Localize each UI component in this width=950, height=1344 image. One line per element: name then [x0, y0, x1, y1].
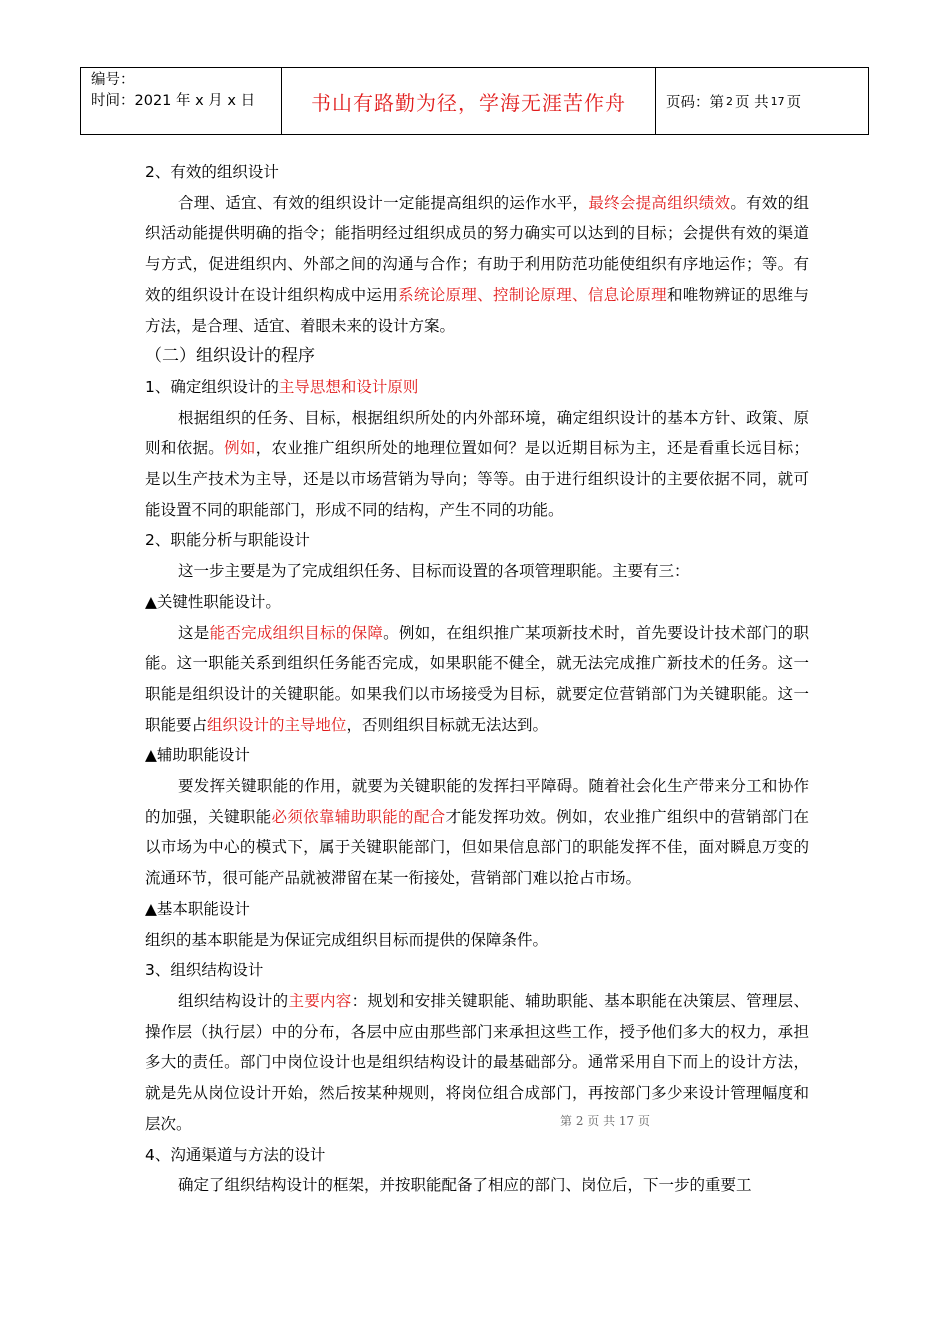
document-body	[145, 157, 809, 1201]
emphasis-text: 主导思想和设计原则	[278, 377, 419, 396]
paragraph-key-function: 这是能否完成组织目标的保障。例如，在组织推广某项新技术时，首先要设计技术部门的职能。这一职能关系到组织任务能否完成，如果职能不健全，就无法完成推广新技术的任务。这一职能是组织设计的关键职能。如果我们以市场接受为目标，就要定位营销部门为关键职能。这一职能要占组织设计的主导地位，否则组织目标就无法达到。	[145, 623, 809, 734]
paragraph-effective-design: 合理、适宜、有效的组织设计一定能提高组织的运作水平，最终会提高组织绩效。有效的组织活动能提供明确的指令；能指明经过组织成员的努力确实可以达到的目标；会提供有效的渠道与方式，促进组织内、外部之间的沟通与合作；有助于利用防范功能使组织有序地运作；等。有效的组织设计在设计组织构成中运用系统论原理、控制论原理、信息论原理和唯物辨证的思维与方法，是合理、适宜、着眼未来的设计方案。	[145, 193, 809, 335]
page-total: 17	[770, 94, 785, 108]
emphasis-text: 必须依靠辅助职能的配合	[271, 807, 446, 826]
page-current: 2	[726, 94, 733, 108]
emphasis-text: 系统论原理、控制论原理、信息论原理	[398, 285, 667, 304]
header-page-info	[656, 68, 868, 134]
page-mid: 页 共	[735, 94, 769, 111]
paragraph-step-4: 确定了组织结构设计的框架，并按职能配备了相应的部门、岗位后，下一步的重要工	[178, 1176, 752, 1195]
heading-step-1: 1、确定组织设计的主导思想和设计原则	[145, 377, 419, 396]
page-number-overlay: 第 2 页 共 17 页	[560, 1114, 650, 1128]
header-meta	[81, 68, 282, 134]
subheading-aux-function: ▲辅助职能设计	[145, 746, 250, 765]
paragraph-basic-function: 组织的基本职能是为保证完成组织目标而提供的保障条件。	[145, 930, 549, 949]
emphasis-text: 主要内容	[288, 991, 352, 1010]
emphasis-text: 例如	[224, 439, 256, 458]
emphasis-text: 组织设计的主导地位	[207, 715, 347, 734]
doc-time-label: 时间：2021 年 x 月 x 日	[91, 93, 256, 109]
document-header	[80, 67, 869, 135]
subheading-key-function: ▲关键性职能设计。	[145, 592, 281, 611]
paragraph-step-1: 根据组织的任务、目标，根据组织所处的内外部环境，确定组织设计的基本方针、政策、原则和依据。例如，农业推广组织所处的地理位置如何？是以近期目标为主，还是看重长远目标；是以生产技术为主导，还是以市场营销为导向；等等。由于进行组织设计的主要依据不同，就可能设置不同的职能部门，形成不同的结构，产生不同的功能。	[145, 408, 809, 519]
page-suffix: 页	[786, 94, 802, 111]
doc-number-label: 编号：	[91, 72, 135, 88]
heading-effective-design: 2、有效的组织设计	[145, 163, 279, 181]
emphasis-text: 能否完成组织目标的保障	[209, 623, 384, 642]
page-prefix: 页码：第	[666, 94, 724, 111]
section-heading-procedure: （二）组织设计的程序	[145, 346, 315, 367]
paragraph-aux-function: 要发挥关键职能的作用，就要为关键职能的发挥扫平障碍。随着社会化生产带来分工和协作的加强，关键职能必须依靠辅助职能的配合才能发挥功效。例如，农业推广组织中的营销部门在以市场为中心的模式下，属于关键职能部门，但如果信息部门的职能发挥不佳，面对瞬息万变的流通环节，很可能产品就被滞留在某一衔接处，营销部门难以抢占市场。	[145, 777, 809, 888]
subheading-basic-function: ▲基本职能设计	[145, 899, 250, 918]
paragraph-step-2: 这一步主要是为了完成组织任务、目标而设置的各项管理职能。主要有三：	[178, 562, 690, 581]
paragraph-step-3: 组织结构设计的主要内容：规划和安排关键职能、辅助职能、基本职能在决策层、管理层、操作层（执行层）中的分布，各层中应由那些部门来承担这些工作，授予他们多大的权力，承担多大的责任。部门中岗位设计也是组织结构设计的最基础部分。通常采用自下而上的设计方法，就是先从岗位设计开始，然后按某种规则，将岗位组合成部门，再按部门多少来设计管理幅度和层次。	[145, 991, 809, 1133]
heading-step-4: 4、沟通渠道与方法的设计	[145, 1145, 326, 1164]
heading-step-3: 3、组织结构设计	[145, 961, 264, 980]
heading-step-2: 2、职能分析与职能设计	[145, 531, 310, 550]
header-motto: 书山有路勤为径，学海无涯苦作舟	[282, 68, 656, 134]
emphasis-text: 最终会提高组织绩效	[588, 193, 731, 212]
